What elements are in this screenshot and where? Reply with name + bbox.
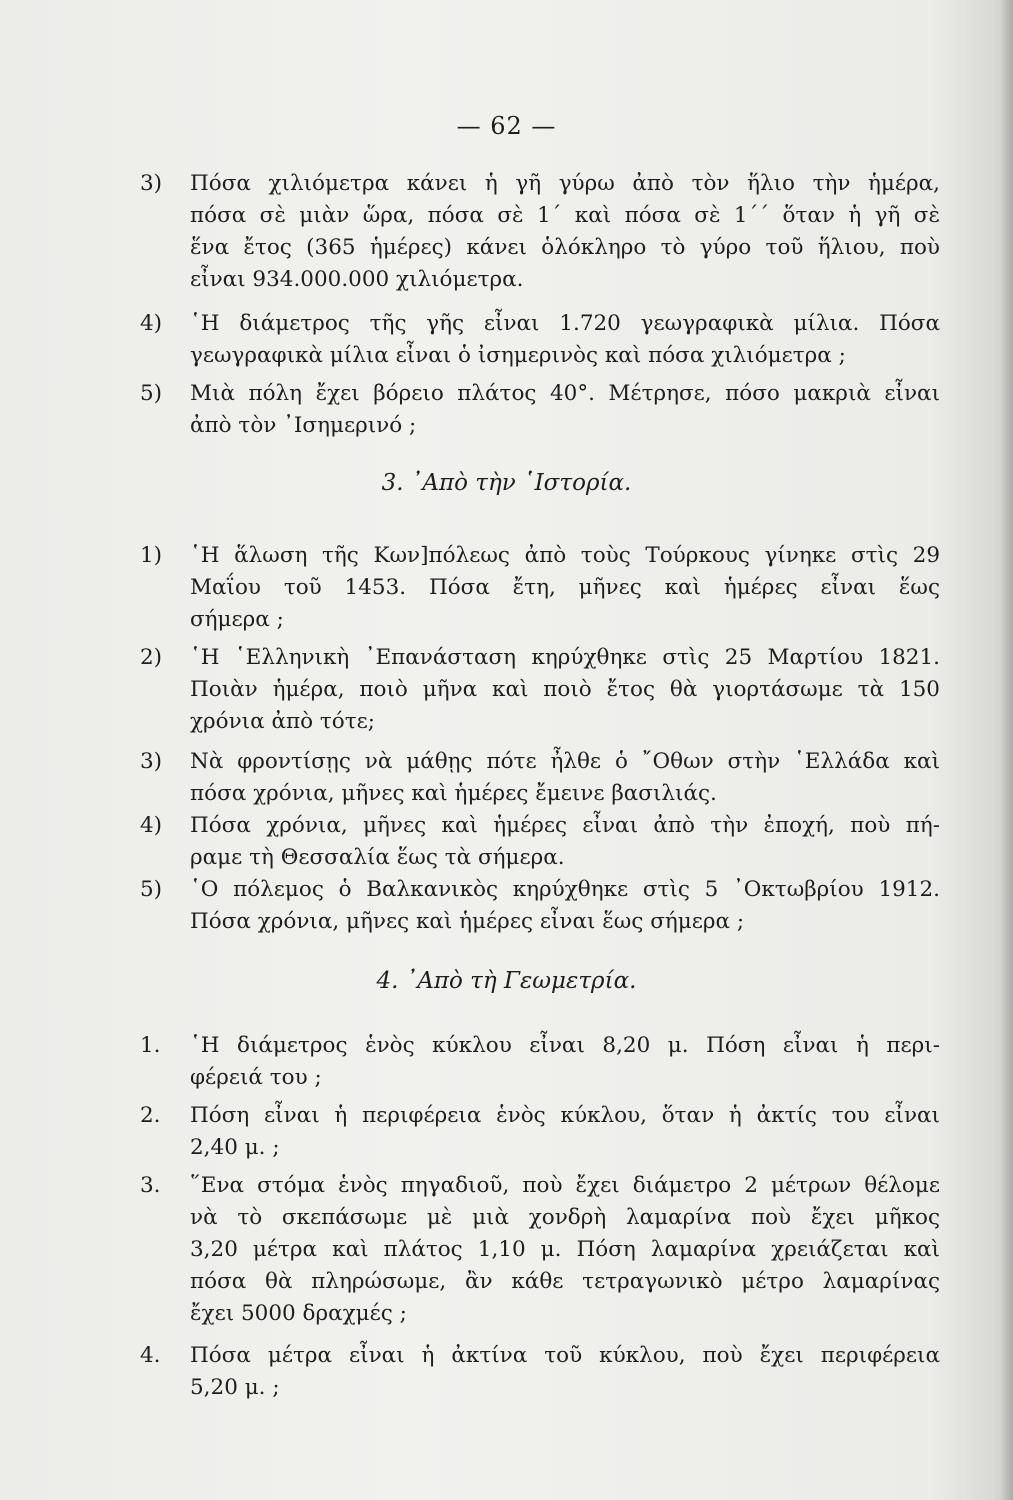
text-line: ἕνα ἔτος (365 ἡμέρες) κάνει ὁλόκληρο τὸ γύρο τοῦ ἥλιου, ποὺ xyxy=(190,235,940,260)
item-number: 5) xyxy=(140,877,163,902)
text-line: 5,20 μ. ; xyxy=(190,1375,280,1400)
history-item-2 xyxy=(140,642,940,738)
text-line: ἔχει 5000 δραχμές ; xyxy=(190,1301,407,1326)
item-number: 4) xyxy=(140,813,163,838)
geometry-item-4 xyxy=(140,1340,940,1404)
geography-item-4 xyxy=(140,308,940,372)
history-item-5 xyxy=(140,874,940,938)
geometry-item-3 xyxy=(140,1170,940,1330)
text-line: χρόνια ἀπὸ τότε; xyxy=(190,709,376,734)
text-line: σήμερα ; xyxy=(190,607,284,632)
history-item-4 xyxy=(140,810,940,874)
item-number: 2. xyxy=(140,1103,161,1128)
history-item-3 xyxy=(140,746,940,810)
text-line: Πόσα χρόνια, μῆνες καὶ ἡμέρες εἶναι ἀπὸ τὴν ἐποχή, ποὺ πή- xyxy=(190,813,940,838)
text-line: νὰ τὸ σκεπάσωμε μὲ μιὰ χονδρὴ λαμαρίνα ποὺ ἔχει μῆκος xyxy=(190,1205,940,1230)
geometry-item-2 xyxy=(140,1100,940,1164)
text-line: 2,40 μ. ; xyxy=(190,1135,280,1160)
item-number: 2) xyxy=(140,645,163,670)
item-number: 1) xyxy=(140,543,163,568)
text-line: ῾Η ἅλωση τῆς Κων]πόλεως ἀπὸ τοὺς Τούρκους γίνηκε στὶς 29 xyxy=(190,543,940,568)
text-line: ῾Η διάμετρος ἑνὸς κύκλου εἶναι 8,20 μ. Πόση εἶναι ἡ περι- xyxy=(190,1033,940,1058)
text-line: ῾Η ῾Ελληνικὴ ᾿Επανάσταση κηρύχθηκε στὶς 25 Μαρτίου 1821. xyxy=(190,645,940,670)
item-number: 3) xyxy=(140,171,163,196)
text-line: Μιὰ πόλη ἔχει βόρειο πλάτος 40°. Μέτρησε, πόσο μακριὰ εἶναι xyxy=(190,381,940,406)
text-line: πόσα σὲ μιὰν ὥρα, πόσα σὲ 1΄ καὶ πόσα σὲ 1΄΄ ὅταν ἡ γῆ σὲ xyxy=(190,203,940,228)
text-line: Πόση εἶναι ἡ περιφέρεια ἑνὸς κύκλου, ὅταν ἡ ἀκτίς του εἶναι xyxy=(190,1103,940,1128)
page-edge-shadow xyxy=(999,0,1013,1500)
text-line: Μαΐου τοῦ 1453. Πόσα ἔτη, μῆνες καὶ ἡμέρες εἶναι ἕως xyxy=(190,575,940,600)
text-line: ἀπὸ τὸν ᾿Ισημερινό ; xyxy=(190,413,417,438)
text-line: Νὰ φροντίσῃς νὰ μάθῃς πότε ἦλθε ὁ ῎Οθων στὴν ῾Ελλάδα καὶ xyxy=(190,749,940,774)
text-line: ραμε τὴ Θεσσαλία ἕως τὰ σήμερα. xyxy=(190,845,565,870)
section-heading-history: 3. ᾿Απὸ τὴν ῾Ιστορία. xyxy=(381,470,632,496)
text-line: γεωγραφικὰ μίλια εἶναι ὁ ἰσημερινὸς καὶ πόσα χιλιόμετρα ; xyxy=(190,343,846,368)
item-number: 4) xyxy=(140,311,163,336)
text-line: ῾Ο πόλεμος ὁ Βαλκανικὸς κηρύχθηκε στὶς 5 ᾿Οκτωβρίου 1912. xyxy=(190,877,940,902)
text-line: Πόσα χιλιόμετρα κάνει ἡ γῆ γύρω ἀπὸ τὸν ἥλιο τὴν ἡμέρα, xyxy=(190,171,940,196)
geography-item-3 xyxy=(140,168,940,296)
text-line: πόσα θὰ πληρώσωμε, ἂν κάθε τετραγωνικὸ μέτρο λαμαρίνας xyxy=(190,1269,940,1294)
geometry-item-1 xyxy=(140,1030,940,1094)
text-line: 3,20 μέτρα καὶ πλάτος 1,10 μ. Πόση λαμαρίνα χρειάζεται καὶ xyxy=(190,1237,940,1262)
text-line: Πόσα χρόνια, μῆνες καὶ ἡμέρες εἶναι ἕως σήμερα ; xyxy=(190,909,745,934)
item-number: 3) xyxy=(140,749,163,774)
text-line: εἶναι 934.000.000 χιλιόμετρα. xyxy=(190,267,524,292)
item-number: 4. xyxy=(140,1343,161,1368)
section-heading-geometry: 4. ᾿Απὸ τὴ Γεωμετρία. xyxy=(376,968,637,994)
page-number: — 62 — xyxy=(456,112,557,140)
text-line: Πόσα μέτρα εἶναι ἡ ἀκτίνα τοῦ κύκλου, ποὺ ἔχει περιφέρεια xyxy=(190,1343,940,1368)
item-number: 3. xyxy=(140,1173,161,1198)
text-line: ῾Η διάμετρος τῆς γῆς εἶναι 1.720 γεωγραφικὰ μίλια. Πόσα xyxy=(190,311,940,336)
history-item-1 xyxy=(140,540,940,636)
text-line: πόσα χρόνια, μῆνες καὶ ἡμέρες ἔμεινε βασιλιάς. xyxy=(190,781,717,806)
item-number: 5) xyxy=(140,381,163,406)
text-line: φέρειά του ; xyxy=(190,1065,322,1090)
item-number: 1. xyxy=(140,1033,161,1058)
text-line: Ποιὰν ἡμέρα, ποιὸ μῆνα καὶ ποιὸ ἔτος θὰ γιορτάσωμε τὰ 150 xyxy=(190,677,940,702)
text-line: ῞Ενα στόμα ἑνὸς πηγαδιοῦ, ποὺ ἔχει διάμετρο 2 μέτρων θέλομε xyxy=(190,1173,940,1198)
geography-item-5 xyxy=(140,378,940,442)
